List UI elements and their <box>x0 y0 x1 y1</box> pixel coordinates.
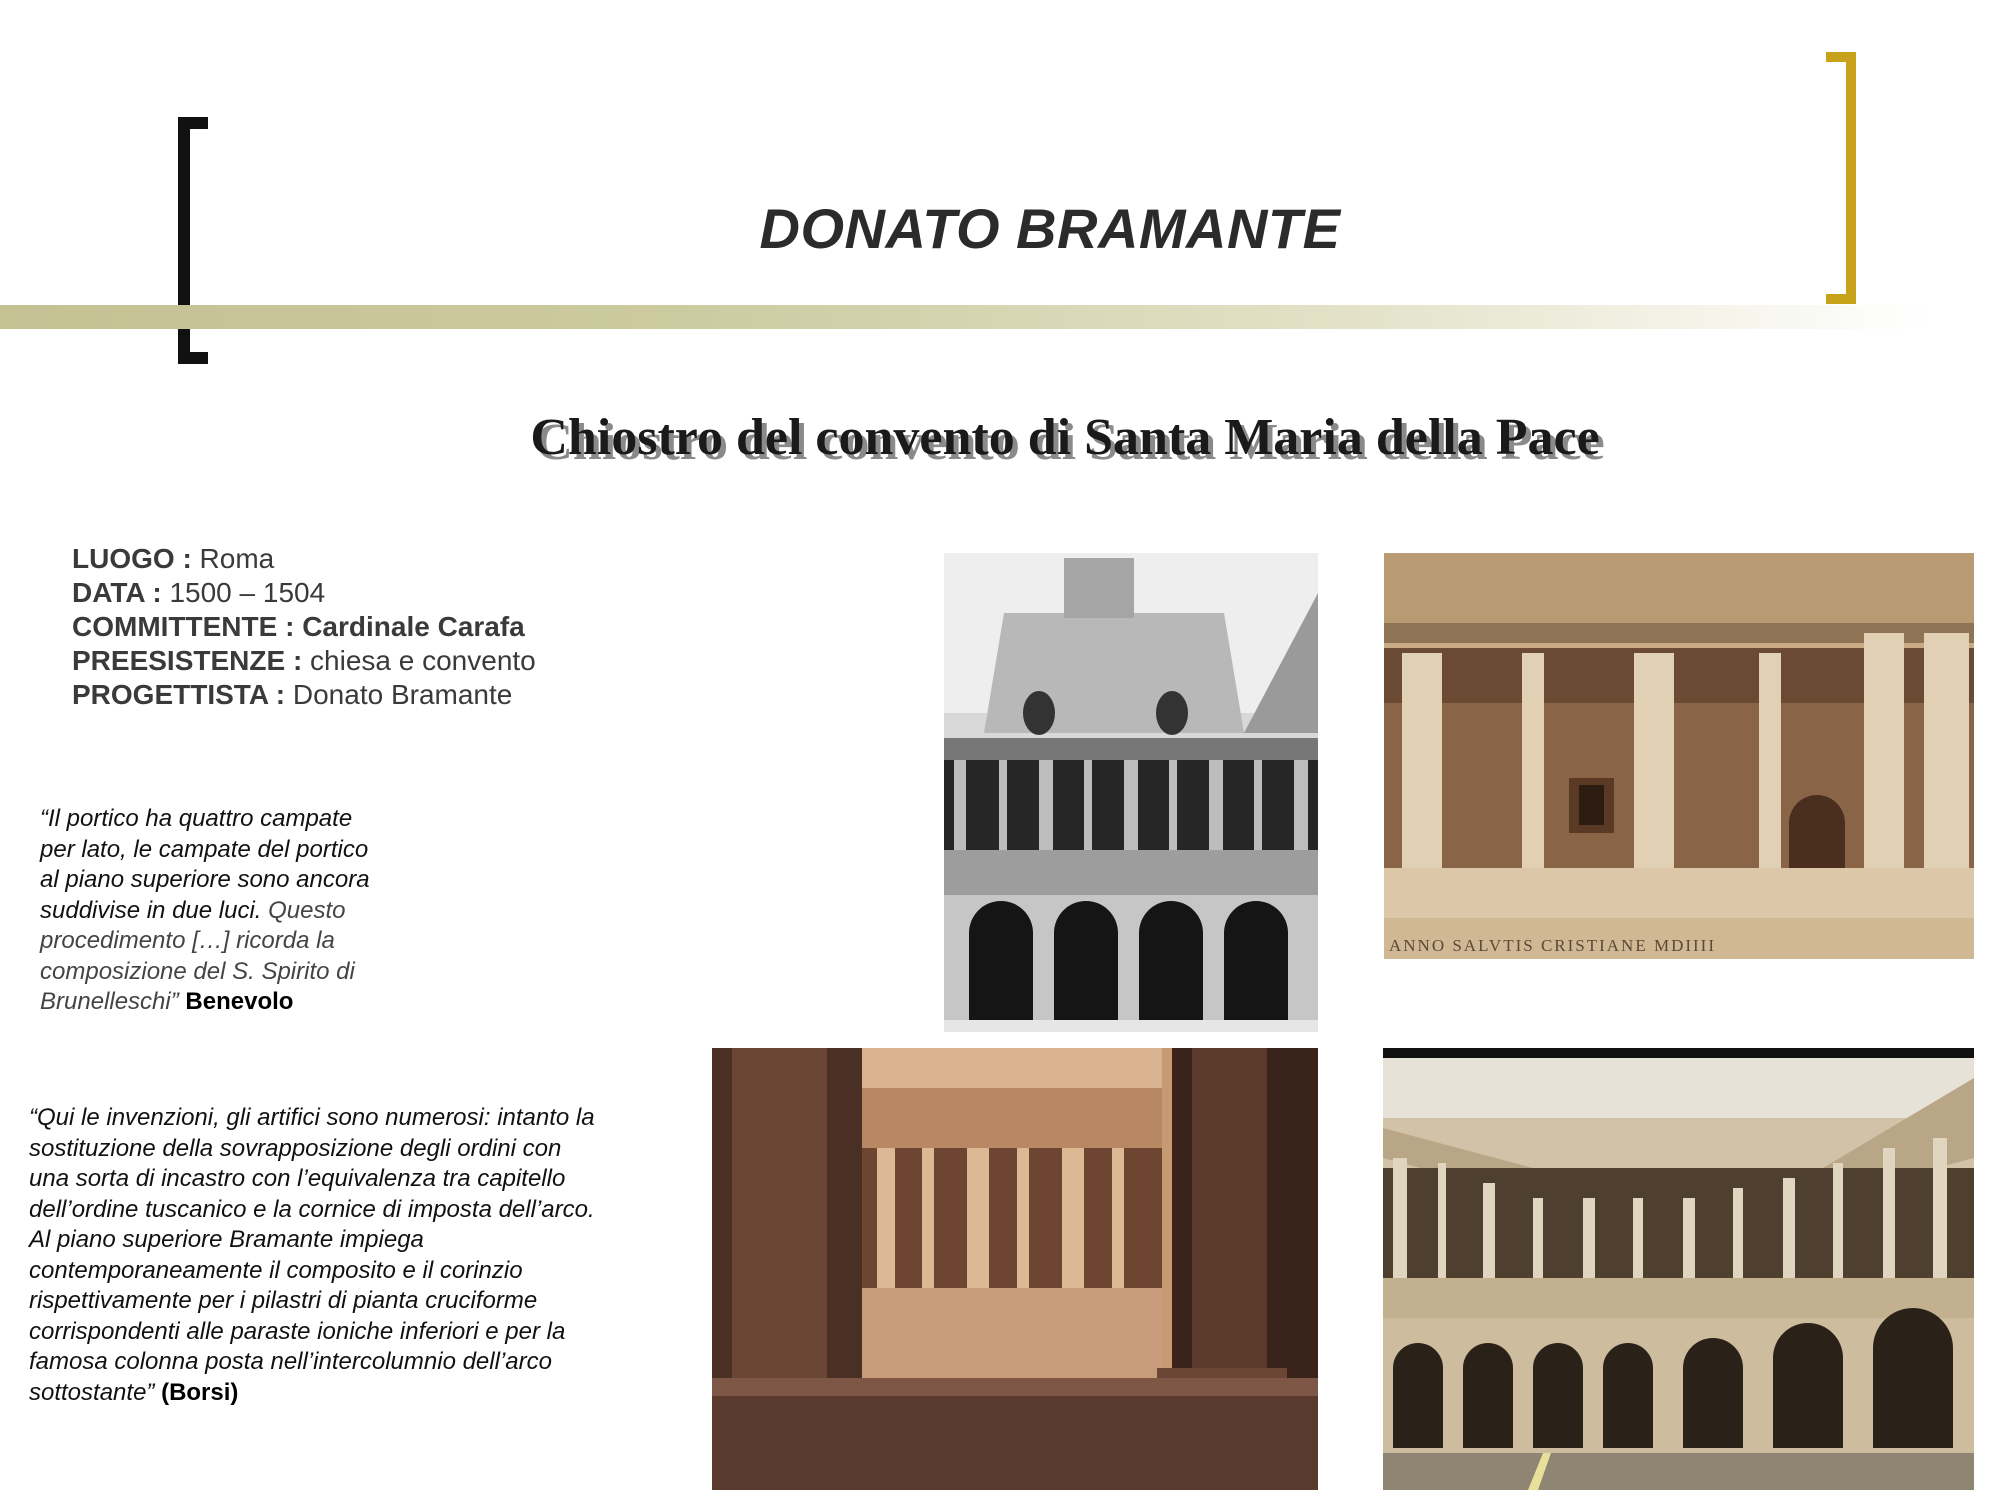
quote-line: una sorta di incastro con l’equivalenza tra capitello <box>29 1165 566 1192</box>
inscription-text: ANNO SALVTIS CRISTIANE MDIIII <box>1389 936 1717 955</box>
info-row-preesistenze <box>72 644 536 678</box>
right-bracket-decoration <box>1826 52 1856 304</box>
quote-line: al piano superiore sono ancora <box>40 866 370 893</box>
quote-line: famosa colonna posta nell’intercolumnio dell’arco <box>29 1348 552 1375</box>
quote-text-grey: Brunelleschi” <box>40 988 179 1015</box>
quote-line <box>29 1378 659 1409</box>
quote-line <box>40 896 440 927</box>
slide-title: DONATO BRAMANTE <box>759 197 1341 260</box>
title-underline-bar <box>0 305 1930 329</box>
info-label: LUOGO : <box>72 543 192 574</box>
slide-subtitle: Chiostro del convento di Santa Maria della Pace <box>530 409 1600 466</box>
quote-line: composizione del S. Spirito di <box>40 957 355 985</box>
quote-line <box>40 987 440 1018</box>
quote-line: “Il portico ha quattro campate <box>40 805 353 832</box>
cloister-view-through-columns-photo <box>712 1048 1318 1490</box>
quote-line: Al piano superiore Bramante impiega <box>29 1226 424 1253</box>
quote-text-grey: Questo <box>261 896 346 924</box>
info-label: DATA : <box>72 577 162 608</box>
cloister-bw-photo <box>944 553 1318 1032</box>
info-label: PROGETTISTA : <box>72 679 286 710</box>
cloister-upper-loggia-photo <box>1384 553 1974 959</box>
quote-borsi <box>29 1103 659 1408</box>
info-row-luogo <box>72 542 536 576</box>
quote-line: procedimento […] ricorda la <box>40 927 335 954</box>
quote-author: (Borsi) <box>154 1378 239 1406</box>
info-row-progettista <box>72 678 536 712</box>
quote-line: sostituzione della sovrapposizione degli ordini con <box>29 1134 562 1162</box>
info-value: chiesa e convento <box>302 645 536 676</box>
quote-author: Benevolo <box>178 988 294 1015</box>
quote-line: dell’ordine tuscanico e la cornice di imposta dell’arco. <box>29 1195 595 1223</box>
cloister-courtyard-photo <box>1383 1048 1974 1490</box>
info-value: Cardinale Carafa <box>294 611 525 642</box>
info-value: Roma <box>191 543 275 574</box>
building-info-list <box>72 542 536 712</box>
quote-text: suddivise in due luci. <box>40 896 262 924</box>
quote-line: per lato, le campate del portico <box>40 835 369 863</box>
quote-line: contemporaneamente il composito e il corinzio <box>29 1256 523 1284</box>
info-row-data <box>72 576 536 610</box>
info-label: PREESISTENZE : <box>72 645 303 676</box>
quote-benevolo <box>40 804 440 1018</box>
info-row-committente <box>72 610 536 644</box>
quote-text: sottostante” <box>29 1378 155 1406</box>
quote-line: “Qui le invenzioni, gli artifici sono numerosi: intanto la <box>29 1104 595 1131</box>
info-value: Donato Bramante <box>285 679 513 710</box>
quote-line: corrispondenti alle paraste ioniche inferiori e per la <box>29 1317 566 1345</box>
quote-line: rispettivamente per i pilastri di pianta cruciforme <box>29 1287 538 1314</box>
info-value: 1500 – 1504 <box>161 577 326 608</box>
info-label: COMMITTENTE : <box>72 611 295 642</box>
